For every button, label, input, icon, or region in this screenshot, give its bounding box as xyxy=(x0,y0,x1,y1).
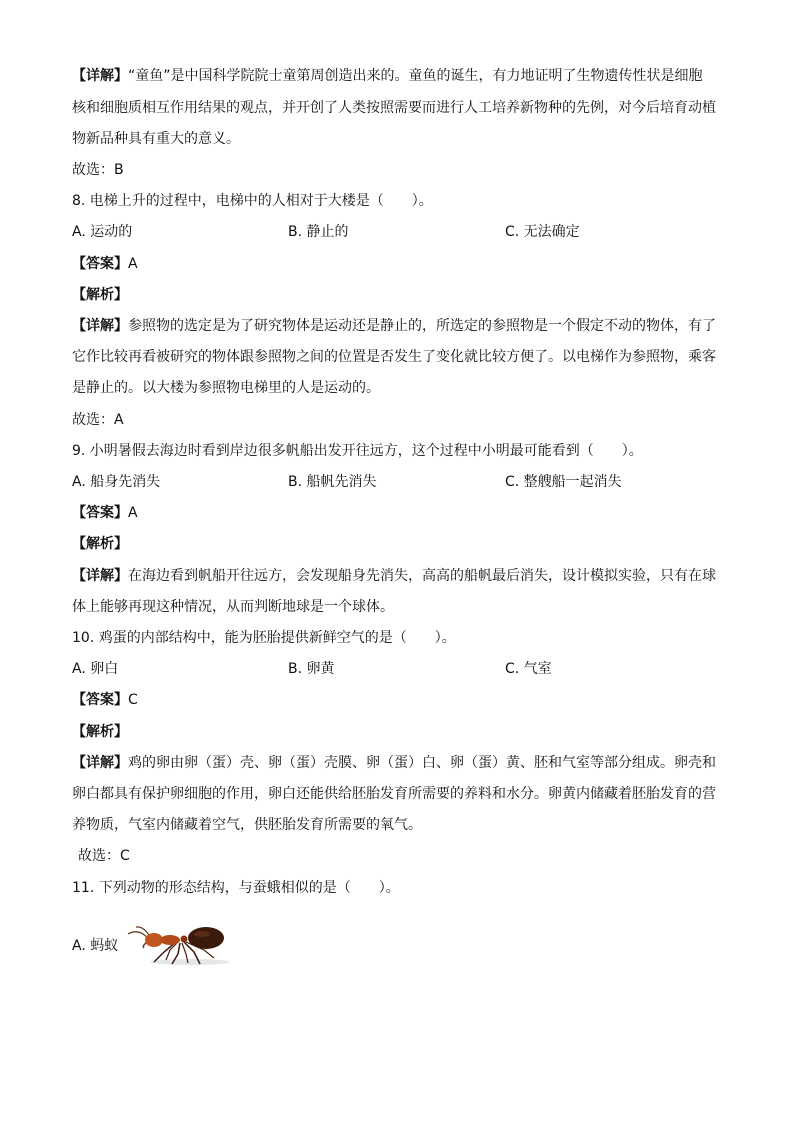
item10-answer: 【答案】C xyxy=(72,692,138,708)
item8-choice: 故选：A xyxy=(72,412,124,428)
item7-choice: 故选：B xyxy=(72,162,124,178)
ant-illustration xyxy=(124,918,236,970)
item8-option-a: A. 运动的 xyxy=(72,224,133,240)
item11-question: 11. 下列动物的形态结构，与蚕蛾相似的是（ ）。 xyxy=(72,880,400,896)
item10-detail-line-3: 养物质，气室内储藏着空气，供胚胎发育所需要的氧气。 xyxy=(72,817,422,833)
item9-question: 9. 小明暑假去海边时看到岸边很多帆船出发开往远方，这个过程中小明最可能看到（ ）。 xyxy=(72,443,643,459)
item8-detail-line-1: 【详解】参照物的选定是为了研究物体是运动还是静止的，所选定的参照物是一个假定不动的物体，有了 xyxy=(72,318,716,334)
item9-option-b: B. 船帆先消失 xyxy=(288,474,377,490)
item10-analysis-tag: 【解析】 xyxy=(72,724,128,740)
item10-option-b: B. 卵黄 xyxy=(288,661,335,677)
item10-choice: 故选：C xyxy=(78,848,130,864)
item10-option-a: A. 卵白 xyxy=(72,661,119,677)
item9-option-a: A. 船身先消失 xyxy=(72,474,161,490)
item8-detail-line-3: 是静止的。以大楼为参照物电梯里的人是运动的。 xyxy=(72,380,380,396)
item7-detail-line-3: 物新品种具有重大的意义。 xyxy=(72,131,240,147)
item10-detail-line-2: 卵白都具有保护卵细胞的作用，卵白还能供给胚胎发育所需要的养料和水分。卵黄内储藏着胚胎发育的营 xyxy=(72,786,716,802)
item8-question: 8. 电梯上升的过程中，电梯中的人相对于大楼是（ ）。 xyxy=(72,193,433,209)
item8-analysis-tag: 【解析】 xyxy=(72,287,128,303)
item8-option-c: C. 无法确定 xyxy=(505,224,580,240)
item9-detail-line-2: 体上能够再现这种情况，从而判断地球是一个球体。 xyxy=(72,599,394,615)
item8-answer: 【答案】A xyxy=(72,256,138,272)
item9-answer: 【答案】A xyxy=(72,505,138,521)
item8-detail-line-2: 它作比较再看被研究的物体跟参照物之间的位置是否发生了变化就比较方便了。以电梯作为参照物，乘客 xyxy=(72,349,716,365)
item9-analysis-tag: 【解析】 xyxy=(72,536,128,552)
item8-option-b: B. 静止的 xyxy=(288,224,349,240)
item9-detail-line-1: 【详解】在海边看到帆船开往远方，会发现船身先消失，高高的船帆最后消失，设计模拟实验，只有在球 xyxy=(72,568,716,584)
item7-detail-line-2: 核和细胞质相互作用结果的观点，并开创了人类按照需要而进行人工培养新物种的先例，对今后培育动植 xyxy=(72,100,716,116)
item10-detail-line-1: 【详解】鸡的卵由卵（蛋）壳、卵（蛋）壳膜、卵（蛋）白、卵（蛋）黄、胚和气室等部分组成。卵壳和 xyxy=(72,755,716,771)
item10-option-c: C. 气室 xyxy=(505,661,552,677)
item9-option-c: C. 整艘船一起消失 xyxy=(505,474,622,490)
item10-question: 10. 鸡蛋的内部结构中，能为胚胎提供新鲜空气的是（ ）。 xyxy=(72,630,456,646)
item11-option-a: A. 蚂蚁 xyxy=(72,938,119,954)
item7-detail-line-1: 【详解】“童鱼”是中国科学院院士童第周创造出来的。童鱼的诞生，有力地证明了生物遗传性状是细胞 xyxy=(72,68,703,84)
ant-icon xyxy=(124,918,236,970)
